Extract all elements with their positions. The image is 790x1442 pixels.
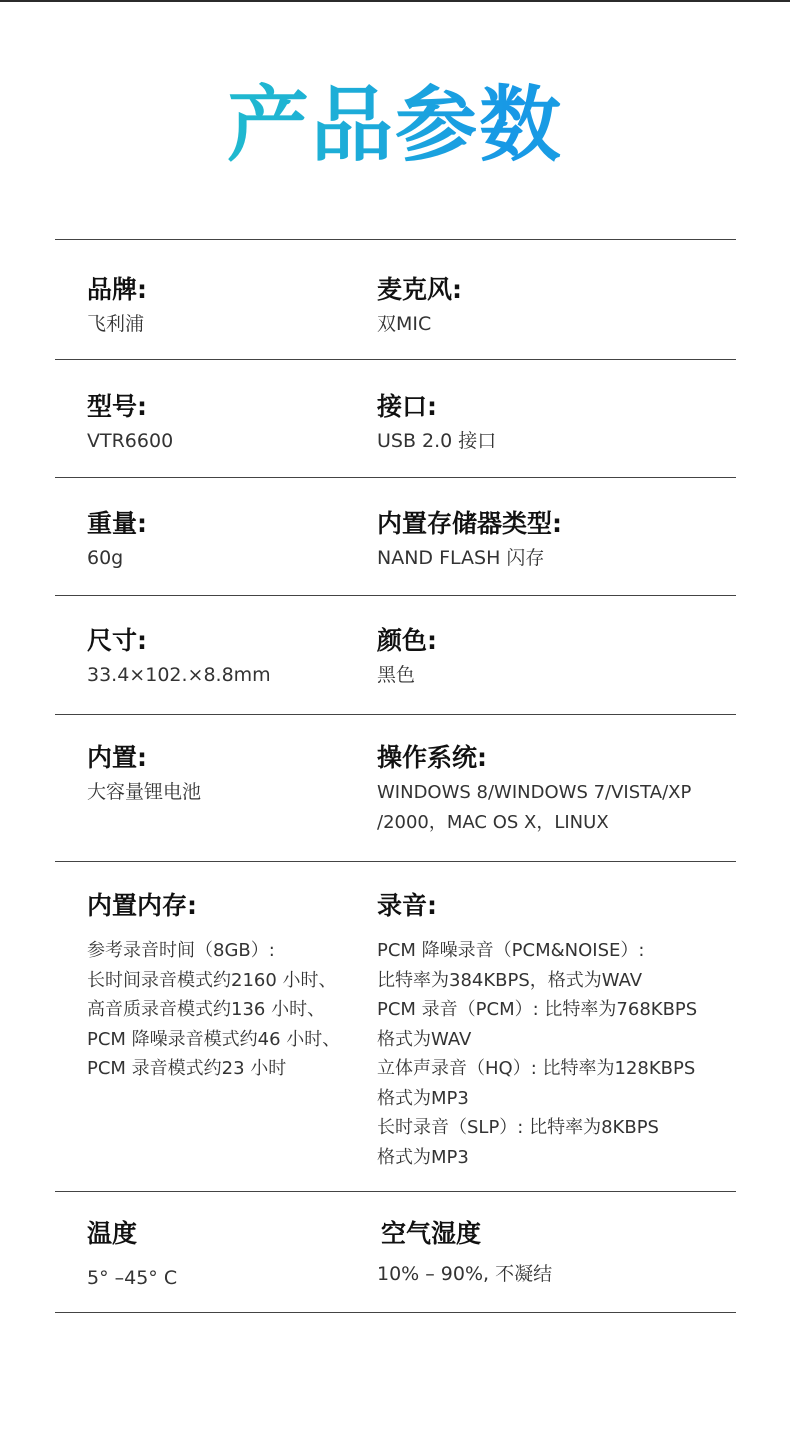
spec-label: 颜色: (377, 626, 437, 655)
spec-value-line: 双MIC (377, 313, 432, 335)
spec-value (377, 778, 737, 837)
spec-os (377, 742, 737, 837)
spec-value-line: 33.4×102.×8.8mm (87, 664, 271, 686)
divider (55, 595, 736, 596)
spec-recording (377, 890, 737, 1172)
spec-value-line: 参考录音时间（8GB）: (87, 940, 275, 961)
spec-label: 型号: (87, 392, 147, 421)
spec-label: 操作系统: (377, 743, 487, 772)
divider (55, 239, 736, 240)
spec-value-line: 10% – 90%, 不凝结 (377, 1263, 553, 1285)
spec-value-line: PCM 录音（PCM）: 比特率为768KBPS (377, 999, 698, 1020)
spec-value (377, 310, 737, 340)
divider (55, 714, 736, 715)
spec-value (377, 661, 737, 691)
divider (55, 1312, 736, 1313)
spec-value-line: 黑色 (377, 664, 416, 686)
spec-label: 接口: (377, 392, 437, 421)
spec-value-line: PCM 录音模式约23 小时 (87, 1058, 287, 1079)
spec-label: 麦克风: (377, 275, 462, 304)
spec-label: 重量: (87, 509, 147, 538)
spec-label: 尺寸: (87, 626, 147, 655)
spec-value-line: 高音质录音模式约136 小时、 (87, 999, 326, 1020)
spec-value-line: 格式为MP3 (377, 1146, 469, 1168)
spec-label: 内置: (87, 743, 147, 772)
spec-value-line: 大容量锂电池 (87, 781, 202, 803)
spec-value-line: USB 2.0 接口 (377, 430, 497, 452)
spec-value-line: PCM 降噪录音（PCM&NOISE）: (377, 940, 645, 961)
divider (55, 477, 736, 478)
spec-color (377, 625, 737, 691)
divider (55, 861, 736, 862)
spec-interface (377, 391, 737, 457)
spec-value-line: 格式为MP3 (377, 1087, 469, 1109)
spec-value-line: VTR6600 (87, 430, 174, 452)
page-title: 产品参数 (0, 78, 790, 174)
top-border (0, 0, 790, 2)
spec-value-line: 长时录音（SLP）: 比特率为8KBPS (377, 1117, 659, 1138)
spec-value-line: 5° –45° C (87, 1267, 178, 1289)
spec-value-line: WINDOWS 8/WINDOWS 7/VISTA/XP (377, 782, 692, 803)
spec-value (377, 936, 737, 1172)
spec-value-line: NAND FLASH 闪存 (377, 547, 545, 569)
spec-value-line: 飞利浦 (87, 313, 145, 335)
spec-label: 内置内存: (87, 891, 197, 920)
spec-label: 温度 (87, 1219, 138, 1248)
spec-label: 品牌: (87, 275, 147, 304)
spec-value (377, 544, 737, 574)
spec-value-line: 立体声录音（HQ）: 比特率为128KBPS (377, 1058, 696, 1079)
spec-value-line: /2000，MAC OS X，LINUX (377, 811, 609, 833)
spec-microphone (377, 274, 737, 340)
spec-value-line: PCM 降噪录音模式约46 小时、 (87, 1028, 341, 1050)
spec-storage-type (377, 508, 737, 574)
spec-value-line: 长时间录音模式约2160 小时、 (87, 969, 337, 991)
spec-value-line: 比特率为384KBPS，格式为WAV (377, 969, 643, 991)
spec-humidity (377, 1218, 737, 1290)
spec-label: 录音: (377, 891, 437, 920)
spec-value (377, 427, 737, 457)
spec-label: 内置存储器类型: (377, 509, 562, 538)
spec-label: 空气湿度 (381, 1219, 482, 1248)
spec-value-line: 60g (87, 547, 124, 569)
spec-value-line: 格式为WAV (377, 1028, 472, 1050)
spec-value (377, 1260, 737, 1290)
divider (55, 1191, 736, 1192)
divider (55, 359, 736, 360)
